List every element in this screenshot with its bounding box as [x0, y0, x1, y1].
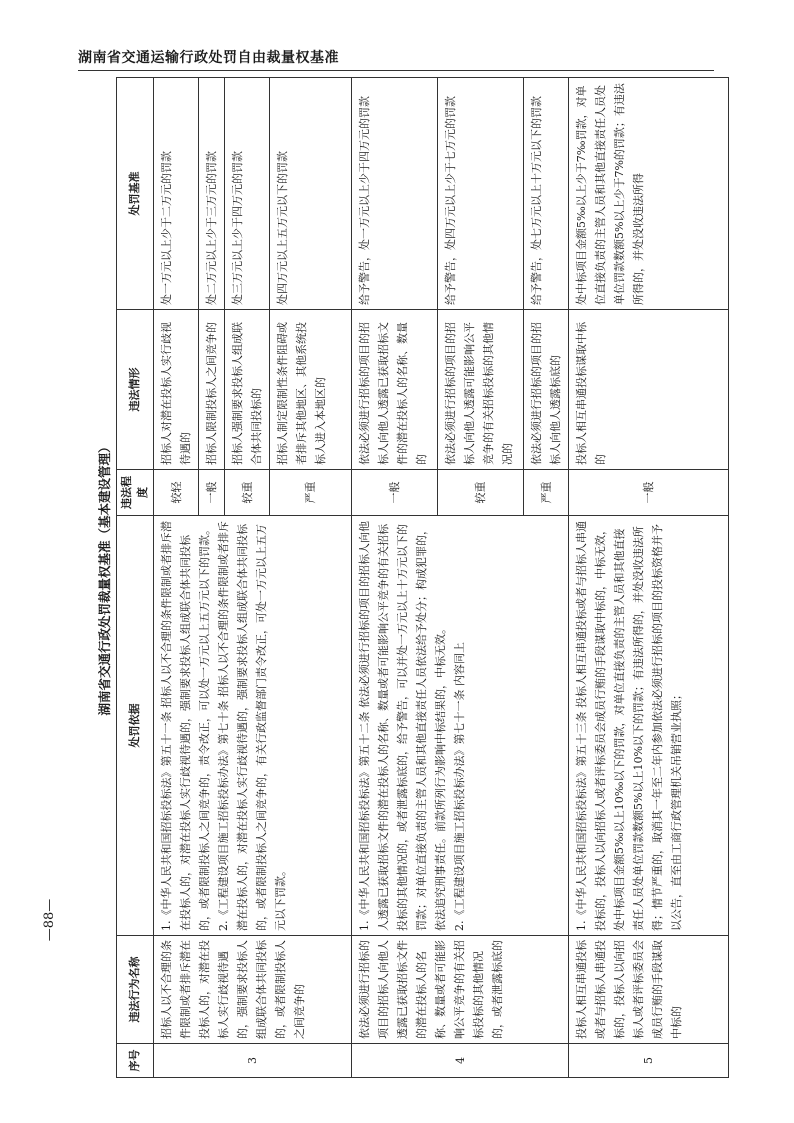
row-circumstance: 招标人强制要求投标人组成联合体共同投标的: [225, 310, 270, 470]
col-name: 违法行为名称: [117, 936, 154, 1044]
rotated-table-container: [94, 78, 748, 1078]
row-standard: 给予警告，处七万元以上十万元以下的罚款: [524, 78, 569, 310]
basis-item: 2.《工程建设项目施工招标投标办法》第七十一条 内容同上: [453, 642, 466, 931]
row-standard: 处一万元以上少于二万元的罚款: [154, 78, 199, 310]
col-degree: 违法程度: [117, 470, 154, 516]
basis-item: 2.《工程建设项目施工招标投标办法》第七十条 招标人以不合理的条件限制或者排斥潜在投标人的，对潜在投标人实行歧视待遇的，强制要求投标人组成联合体共同投标的，或者限制投标人之间竞争的，有关行政监督部门责令改正，可处一万元以上五万元以下罚款。: [217, 521, 287, 931]
table-row: [569, 78, 729, 1078]
col-circumstance: 违法情形: [117, 310, 154, 470]
basis-item: 1.《中华人民共和国招标投标法》第五十二条 依法必须进行招标的项目的招标人向他人透露已获取招标文件的潜在投标人的名称、数量或者可能影响公平竞争的有关招标投标的其他情况的，或者泄露标底的，给予警告，可以并处一万元以上十万元以下的罚款；对单位直接负责的主管人员和其他直接责任人员依法给予处分；构成犯罪的，依法追究刑事责任。前款所列行为影响中标结果的，中标无效。: [358, 521, 447, 931]
row-standard: 给予警告，处四万元以上少于七万元的罚款: [438, 78, 524, 310]
row-circumstance: 投标人相互串通投标谋取中标的: [569, 310, 729, 470]
running-header: 湖南省交通运输行政处罚自由裁量权基准: [78, 50, 339, 66]
row-standard: 处二万元以上少于三万元的罚款: [199, 78, 225, 310]
row-circumstance: 依法必须进行招标的项目的招标人向他人透露标底的: [524, 310, 569, 470]
row-standard: 处三万元以上少于四万元的罚款: [225, 78, 270, 310]
row-standard: 给予警告，处一万元以上少于四万元的罚款: [352, 78, 438, 310]
table-title: 湖南省交通行政处罚裁量权基准（基本建设管理）: [97, 440, 112, 716]
row-degree: 一般: [569, 470, 729, 516]
row-degree: 严重: [270, 470, 352, 516]
basis-item: 1.《中华人民共和国招标投标法》第五十三条 投标人相互串通投标或者与招标人串通投标的，投标人以向招标人或者评标委员会成员行贿的手段谋取中标的，中标无效，处中标项目金额5‰以上10‰以下的罚款，对单位直接负责的主管人员和其他直接责任人员处单位罚款数额5%以上10%以下的罚款；有违法所得的，并处没收违法所得；情节严重的，取消其一年至二年内参加依法必须进行招标的项目的投标资格并予以公告，直至由工商行政管理机关吊销营业执照；: [575, 521, 683, 931]
col-basis: 处罚依据: [117, 516, 154, 936]
row-standard: 处四万元以上五万元以下的罚款: [270, 78, 352, 310]
header-rule: [78, 70, 714, 71]
table-row: [352, 78, 438, 1078]
row-circumstance: 依法必须进行招标的项目的招标人向他人透露可能影响公平竞争的有关招标投标的其他情况的: [438, 310, 524, 470]
row-basis: [154, 516, 352, 936]
penalty-table: [116, 77, 729, 1078]
table-header-row: [117, 78, 154, 1078]
row-degree: 一般: [352, 470, 438, 516]
row-circumstance: 依法必须进行招标的项目的招标人向他人透露已获取招标文件的潜在投标人的名称、数量的: [352, 310, 438, 470]
row-degree: 较重: [438, 470, 524, 516]
basis-item: 1.《中华人民共和国招标投标法》第五十一条 招标人以不合理的条件限制或者排斥潜在投标人的，对潜在投标人实行歧视待遇的，强制要求投标人组成联合体共同投标的，或者限制投标人之间竞争的，责令改正，可以处一万元以上五万元以下的罚款。: [160, 521, 211, 931]
row-basis: [352, 516, 569, 936]
page-number: —88—: [42, 898, 57, 942]
row-circumstance: 招标人限制投标人之间竞争的: [199, 310, 225, 470]
col-seq: 序号: [117, 1044, 154, 1078]
row-seq: 4: [352, 1044, 569, 1078]
row-circumstance: 招标人对潜在投标人实行歧视待遇的: [154, 310, 199, 470]
row-seq: 5: [569, 1044, 729, 1078]
row-name: 依法必须进行招标的项目的招标人向他人透露已获取招标文件的潜在投标人的名称、数量或者可能影响公平竞争的有关招标投标的其他情况的，或者泄露标底的: [352, 936, 569, 1044]
row-degree: 一般: [199, 470, 225, 516]
row-degree: 严重: [524, 470, 569, 516]
table-row: [154, 78, 199, 1078]
row-degree: 较重: [225, 470, 270, 516]
row-name: 招标人以不合理的条件限制或者排斥潜在投标人的，对潜在投标人实行歧视待遇的，强制要求投标人组成联合体共同投标的，或者限制投标人之间竞争的: [154, 936, 352, 1044]
row-circumstance: 招标人制定限制性条件阻碍或者排斥其他地区、其他系统投标人进入本地区的: [270, 310, 352, 470]
col-standard: 处罚基准: [117, 78, 154, 310]
row-seq: 3: [154, 1044, 352, 1078]
row-degree: 较轻: [154, 470, 199, 516]
row-name: 投标人相互串通投标或者与招标人串通投标的，投标人以向招标人或者评标委员会成员行贿的手段谋取中标的: [569, 936, 729, 1044]
row-standard: 处中标项目金额5‰以上少于7‰罚款，对单位直接负责的主管人员和其他直接责任人员处单位罚款数额5%以上少于7%的罚款；有违法所得的，并处没收违法所得: [569, 78, 729, 310]
row-basis: [569, 516, 729, 936]
